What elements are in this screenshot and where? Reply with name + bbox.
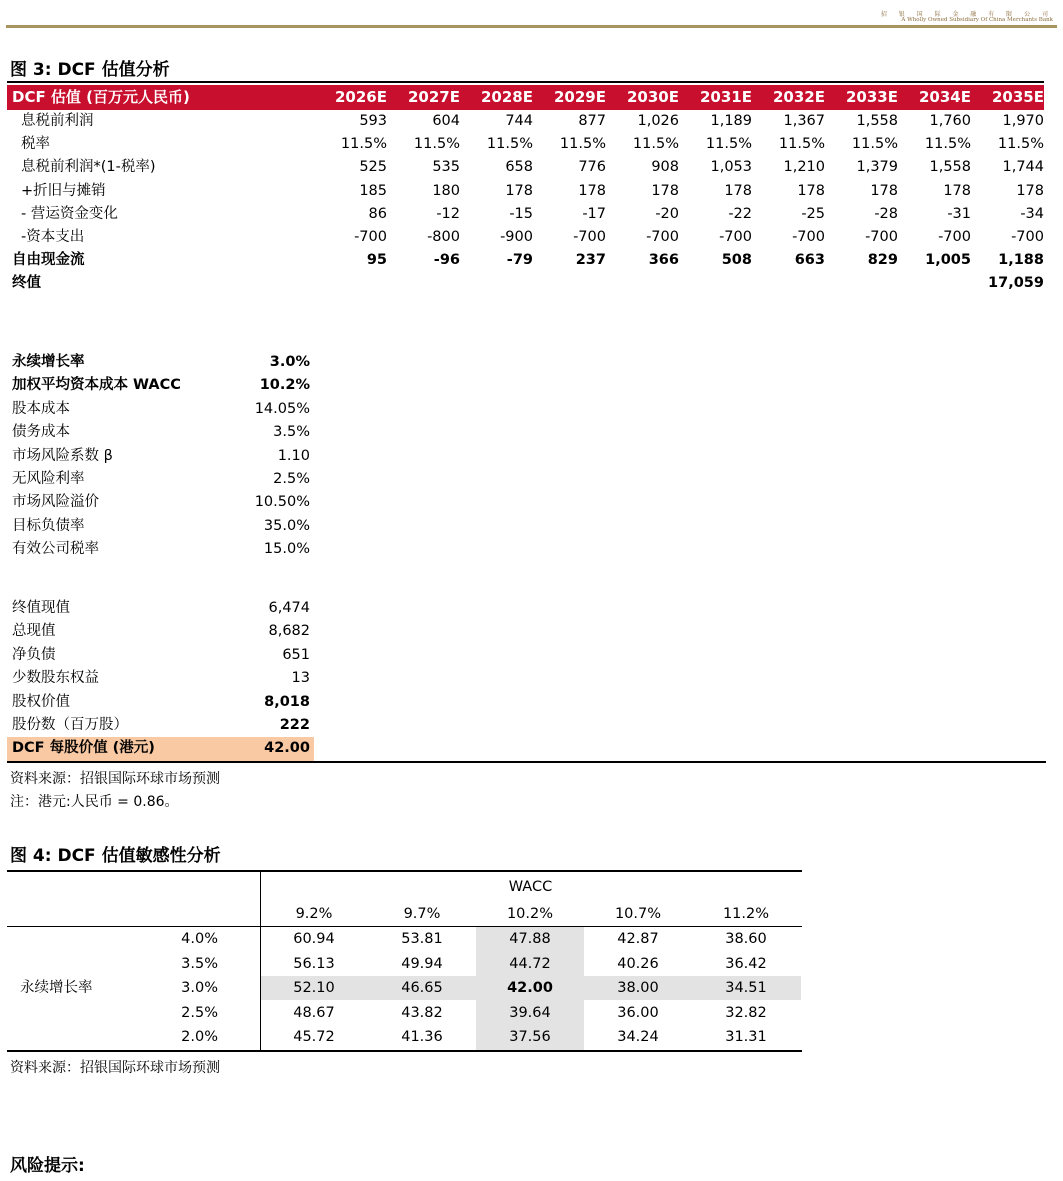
valuation-row [7, 714, 314, 737]
sens-cell: 49.94 [401, 955, 443, 972]
figure4-source: 资料来源：招银国际环球市场预测 [10, 1060, 220, 1076]
dcf-cell: 178 [870, 182, 898, 199]
wacc-header-cell: 9.7% [403, 906, 441, 922]
dcf-cell: 86 [368, 205, 387, 222]
header-divider [6, 25, 1057, 28]
dcf-cell: 11.5% [413, 136, 460, 153]
company-logo-en: A Wholly Owned Subsidiary Of China Merchants Bank [901, 17, 1053, 23]
dcf-row [7, 133, 1044, 156]
valuation-label: 总现值 [12, 623, 56, 640]
valuation-row [7, 691, 314, 714]
dcf-cell: -700 [573, 229, 606, 245]
dcf-row [7, 249, 1044, 272]
dcf-cell: -28 [874, 205, 898, 222]
dcf-row-label: +折旧与摊销 [21, 182, 106, 199]
dcf-cell: 11.5% [778, 136, 825, 153]
valuation-value: 8,682 [268, 623, 310, 640]
dcf-cell: 11.5% [997, 136, 1044, 153]
dcf-cell: -20 [655, 205, 679, 222]
param-value: 15.0% [263, 541, 310, 558]
dcf-cell: -700 [646, 229, 679, 245]
growth-header-cell: 2.0% [181, 1029, 218, 1046]
dcf-cell: 11.5% [924, 136, 971, 153]
sens-cell: 44.72 [509, 955, 551, 972]
param-row [7, 491, 314, 514]
sens-cell: 42.00 [507, 980, 553, 997]
param-label: 永续增长率 [12, 354, 85, 370]
dcf-cell: -25 [801, 205, 825, 222]
param-value: 10.2% [259, 377, 310, 394]
sens-cell: 38.00 [617, 980, 659, 997]
dcf-per-share-value-row [7, 737, 314, 761]
dcf-cell: -900 [500, 229, 533, 245]
year-header: 2026E [335, 88, 387, 106]
param-value: 3.5% [273, 424, 310, 441]
valuation-label: 少数股东权益 [12, 670, 99, 687]
growth-header-cell: 3.5% [181, 955, 218, 972]
per-share-label: DCF 每股价值 (港元) [12, 740, 155, 756]
year-header: 2035E [992, 88, 1044, 106]
figure3-top-rule [7, 81, 1044, 83]
dcf-cell: 1,005 [925, 252, 971, 269]
dcf-cell: 11.5% [486, 136, 533, 153]
dcf-cell: 178 [651, 182, 679, 199]
valuation-row [7, 644, 314, 667]
dcf-cell: 593 [359, 113, 387, 129]
sens-bottom-rule [7, 1050, 802, 1052]
dcf-cell: -96 [433, 252, 460, 269]
dcf-cell: 237 [575, 252, 606, 269]
dcf-cell: -700 [719, 229, 752, 245]
figure3-bottom-rule [7, 761, 1046, 763]
dcf-cell: -34 [1020, 205, 1044, 222]
dcf-cell: 17,059 [988, 275, 1044, 292]
dcf-cell: 525 [359, 159, 387, 176]
sens-cell: 52.10 [293, 980, 335, 997]
sens-cell: 48.67 [293, 1004, 335, 1021]
dcf-cell: 180 [432, 182, 460, 199]
sens-cell: 43.82 [401, 1004, 443, 1021]
sens-cell: 41.36 [401, 1029, 443, 1046]
growth-header-cell: 2.5% [181, 1004, 218, 1021]
valuation-value: 222 [279, 717, 310, 733]
dcf-cell: 95 [366, 252, 387, 269]
param-row [7, 421, 314, 444]
dcf-cell: 178 [724, 182, 752, 199]
param-value: 1.10 [277, 447, 310, 464]
per-share-value: 42.00 [264, 740, 310, 756]
year-header: 2030E [627, 88, 679, 106]
dcf-row [7, 156, 1044, 179]
dcf-cell: 11.5% [851, 136, 898, 153]
figure3-title: 图 3: DCF 估值分析 [10, 60, 170, 80]
wacc-axis-label: WACC [508, 879, 553, 895]
param-label: 市场风险溢价 [12, 494, 99, 511]
dcf-row [7, 226, 1044, 249]
growth-axis-label: 永续增长率 [20, 980, 93, 996]
figure4-title: 图 4: DCF 估值敏感性分析 [10, 846, 221, 866]
sens-cell: 37.56 [509, 1029, 551, 1046]
sens-cell: 36.42 [725, 955, 767, 972]
dcf-cell: 1,558 [929, 159, 971, 176]
dcf-cell: 1,379 [856, 159, 898, 176]
param-row [7, 351, 314, 374]
dcf-cell: 1,760 [929, 113, 971, 129]
dcf-cell: -700 [792, 229, 825, 245]
param-value: 2.5% [273, 471, 310, 487]
dcf-cell: 178 [578, 182, 606, 199]
param-label: 市场风险系数 β [12, 447, 113, 464]
wacc-header-cell: 9.2% [295, 906, 333, 922]
param-label: 无风险利率 [12, 471, 85, 487]
dcf-row-label: 终值 [12, 275, 41, 292]
sens-cell: 47.88 [509, 931, 551, 947]
dcf-cell: -700 [938, 229, 971, 245]
param-row [7, 398, 314, 421]
sens-cell: 36.00 [617, 1004, 659, 1021]
dcf-row-label: 息税前利润*(1-税率) [21, 159, 156, 176]
dcf-cell: 1,970 [1002, 113, 1044, 129]
figure3-source: 资料来源：招银国际环球市场预测 [10, 771, 220, 787]
growth-header-cell: 4.0% [181, 931, 218, 947]
param-label: 股本成本 [12, 400, 70, 417]
year-header: 2034E [919, 88, 971, 106]
dcf-cell: 178 [1016, 182, 1044, 199]
company-logo-cn: 招 银 国 际 金 融 有 限 公 司 [880, 11, 1053, 18]
valuation-value: 6,474 [268, 600, 310, 616]
dcf-cell: 535 [432, 159, 460, 176]
sens-cell: 38.60 [725, 931, 767, 947]
sens-cell: 40.26 [617, 955, 659, 972]
year-header: 2033E [846, 88, 898, 106]
dcf-row-label: 自由现金流 [12, 252, 85, 269]
sens-cell: 60.94 [293, 931, 335, 947]
dcf-cell: 1,367 [783, 113, 825, 129]
dcf-cell: 744 [505, 113, 533, 129]
dcf-cell: 1,053 [710, 159, 752, 176]
dcf-row-label: 税率 [21, 136, 50, 153]
dcf-cell: -22 [728, 205, 752, 222]
dcf-cell: 776 [578, 159, 606, 176]
dcf-cell: 829 [867, 252, 898, 269]
dcf-row [7, 180, 1044, 203]
valuation-row [7, 597, 314, 620]
sens-cell: 39.64 [509, 1004, 551, 1021]
param-label: 加权平均资本成本 WACC [12, 377, 181, 394]
dcf-header-label: DCF 估值 (百万元人民币) [12, 88, 190, 106]
dcf-cell: -15 [509, 205, 533, 222]
growth-header-cell: 3.0% [181, 980, 218, 997]
year-header: 2032E [773, 88, 825, 106]
valuation-label: 股权价值 [12, 693, 70, 710]
sens-cell: 31.31 [725, 1029, 767, 1046]
year-header: 2029E [554, 88, 606, 106]
risk-title: 风险提示: [10, 1156, 85, 1176]
dcf-cell: 508 [721, 252, 752, 269]
param-label: 债务成本 [12, 424, 70, 441]
sens-cell: 56.13 [293, 955, 335, 972]
dcf-cell: -79 [506, 252, 533, 269]
wacc-header-cell: 11.2% [722, 906, 770, 922]
dcf-cell: 1,744 [1002, 159, 1044, 176]
param-value: 35.0% [263, 517, 310, 534]
dcf-cell: 1,189 [710, 113, 752, 129]
dcf-row-label: 息税前利润 [21, 113, 94, 129]
dcf-cell: 604 [432, 113, 460, 129]
year-header: 2027E [408, 88, 460, 106]
valuation-label: 股份数（百万股） [12, 717, 128, 733]
dcf-cell: -700 [354, 229, 387, 245]
param-value: 3.0% [269, 354, 310, 370]
year-header: 2031E [700, 88, 752, 106]
figure3-note: 注：港元:人民币 = 0.86。 [10, 794, 179, 810]
sens-cell: 32.82 [725, 1004, 767, 1021]
dcf-cell: 658 [505, 159, 533, 176]
sens-cell: 34.24 [617, 1029, 659, 1046]
sens-cell: 42.87 [617, 931, 659, 947]
dcf-cell: 178 [797, 182, 825, 199]
wacc-header-cell: 10.7% [614, 906, 662, 922]
sens-top-rule [7, 870, 802, 872]
valuation-value: 13 [291, 670, 310, 687]
param-row [7, 445, 314, 468]
dcf-cell: 178 [943, 182, 971, 199]
dcf-row [7, 110, 1044, 133]
param-label: 有效公司税率 [12, 541, 99, 558]
param-value: 10.50% [254, 494, 310, 511]
dcf-cell: -12 [436, 205, 460, 222]
dcf-row-label: -资本支出 [21, 229, 85, 245]
dcf-row [7, 272, 1044, 295]
valuation-label: 净负债 [12, 646, 56, 663]
valuation-row [7, 620, 314, 643]
valuation-label: 终值现值 [12, 600, 70, 616]
dcf-cell: -700 [865, 229, 898, 245]
dcf-cell: -800 [427, 229, 460, 245]
dcf-cell: 185 [359, 182, 387, 199]
sens-cell: 46.65 [401, 980, 443, 997]
dcf-cell: -700 [1011, 229, 1044, 245]
dcf-cell: -17 [582, 205, 606, 222]
dcf-cell: 1,558 [856, 113, 898, 129]
dcf-row-label: - 营运资金变化 [21, 205, 118, 222]
param-row [7, 515, 314, 538]
dcf-row [7, 203, 1044, 226]
dcf-cell: 11.5% [705, 136, 752, 153]
dcf-cell: 11.5% [340, 136, 387, 153]
dcf-cell: 1,210 [783, 159, 825, 176]
dcf-cell: 877 [578, 113, 606, 129]
valuation-value: 651 [282, 646, 310, 663]
dcf-cell: 908 [651, 159, 679, 176]
dcf-cell: -31 [947, 205, 971, 222]
param-label: 目标负债率 [12, 517, 85, 534]
sens-cell: 53.81 [401, 931, 443, 947]
param-value: 14.05% [254, 400, 310, 417]
valuation-value: 8,018 [264, 693, 310, 710]
dcf-cell: 663 [794, 252, 825, 269]
dcf-cell: 1,188 [998, 252, 1044, 269]
param-row [7, 374, 314, 397]
dcf-cell: 11.5% [559, 136, 606, 153]
sens-cell: 34.51 [725, 980, 767, 997]
dcf-cell: 366 [648, 252, 679, 269]
wacc-header-cell: 10.2% [506, 906, 554, 922]
dcf-cell: 11.5% [632, 136, 679, 153]
sens-cell: 45.72 [293, 1029, 335, 1046]
dcf-cell: 1,026 [637, 113, 679, 129]
valuation-row [7, 667, 314, 690]
param-row [7, 538, 314, 561]
dcf-table-header [7, 85, 1044, 110]
param-row [7, 468, 314, 491]
dcf-cell: 178 [505, 182, 533, 199]
year-header: 2028E [481, 88, 533, 106]
